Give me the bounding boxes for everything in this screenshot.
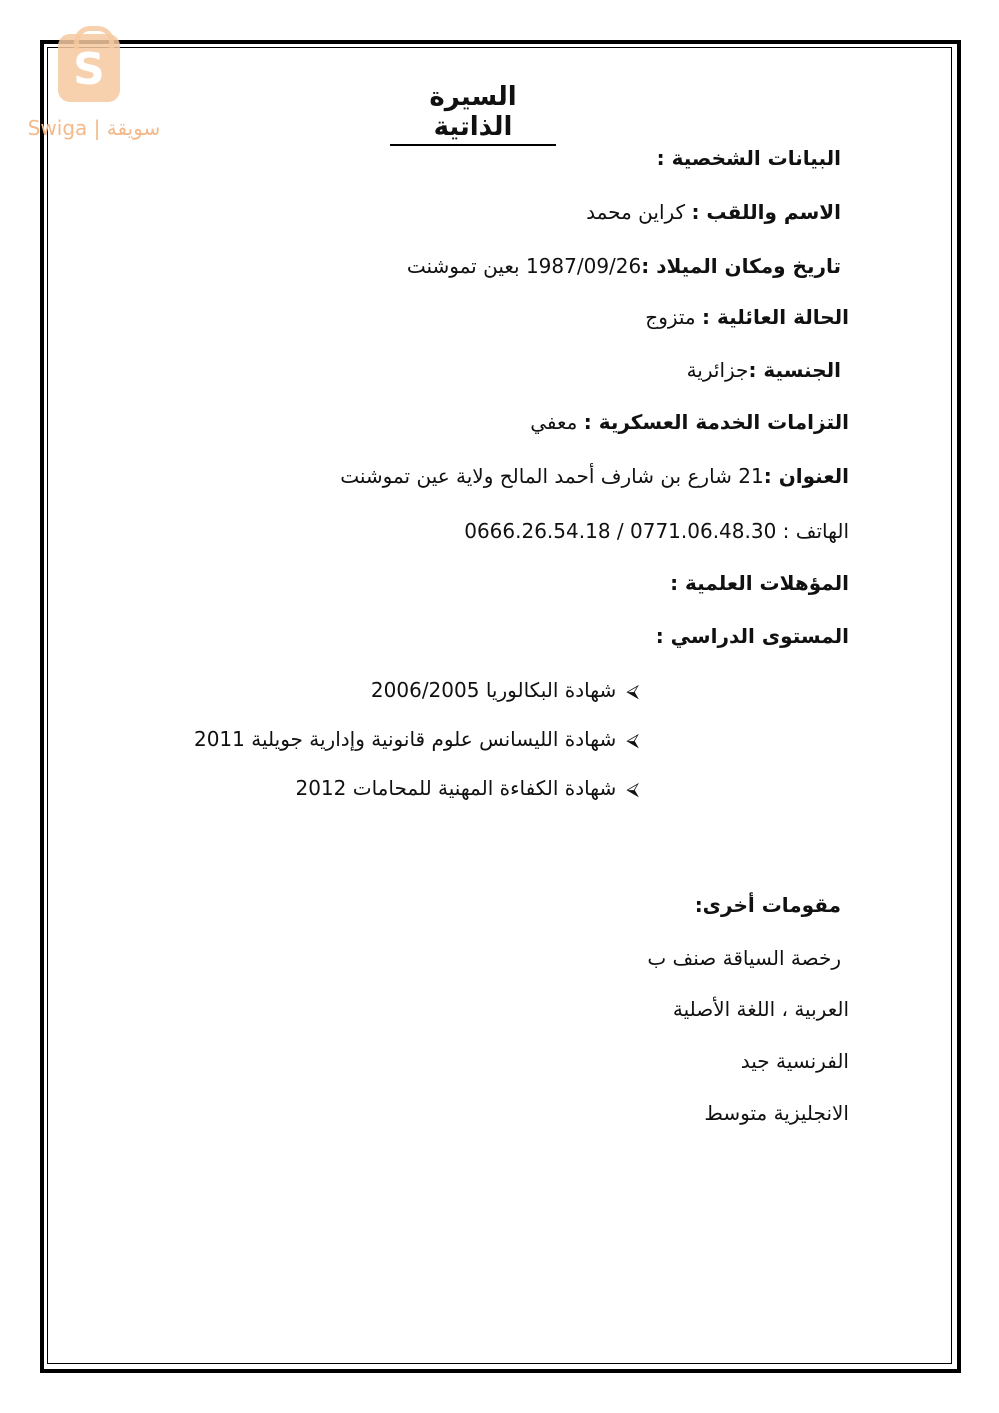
address-label: العنوان :	[763, 464, 849, 488]
other-heading: مقومات أخرى:	[694, 893, 841, 917]
name-value: كراين محمد	[586, 200, 692, 224]
phone-value: 0666.26.54.18 / 0771.06.48.30	[464, 519, 777, 543]
marital-value: متزوج	[645, 305, 703, 329]
nationality-label: الجنسية :	[748, 358, 841, 382]
birth-label: تاريخ ومكان الميلاد :	[641, 254, 841, 278]
military-label: التزامات الخدمة العسكرية :	[583, 410, 849, 434]
check-arrow-icon: ⮘	[626, 730, 639, 751]
nationality-value: جزائرية	[686, 358, 749, 382]
birth-value: 1987/09/26 بعين تموشنت	[406, 254, 642, 278]
name-label: الاسم واللقب :	[691, 200, 841, 224]
phone-label: الهاتف :	[782, 519, 849, 543]
qualifications-heading: المؤهلات العلمية :	[670, 571, 849, 595]
check-arrow-icon: ⮘	[626, 681, 639, 702]
marital-label: الحالة العائلية :	[702, 305, 849, 329]
personal-heading: البيانات الشخصية :	[656, 146, 841, 170]
address-value: 21 شارع بن شارف أحمد المالح ولاية عين تموشنت	[340, 464, 764, 488]
other-item: الانجليزية متوسط	[704, 1101, 849, 1125]
other-item: رخصة السياقة صنف ب	[647, 946, 841, 970]
list-item: ⮘شهادة البكالوريا 2006/2005	[371, 675, 639, 707]
birth-row	[407, 251, 841, 281]
logo-s-glyph: S	[73, 44, 105, 95]
page-title: السيرة الذاتية	[390, 82, 556, 146]
phone-row	[464, 516, 849, 546]
military-value: معفي	[530, 410, 584, 434]
marital-row	[645, 302, 849, 332]
name-row	[586, 197, 841, 227]
swiga-logo	[14, 26, 174, 146]
logo-text: Swiga | سويقة	[27, 116, 161, 140]
level-heading: المستوى الدراسي :	[655, 624, 849, 648]
other-item: العربية ، اللغة الأصلية	[672, 997, 849, 1021]
check-arrow-icon: ⮘	[626, 779, 639, 800]
list-item: ⮘شهادة الكفاءة المهنية للمحامات 2012	[295, 773, 639, 805]
address-row	[340, 461, 849, 491]
military-row	[530, 407, 849, 437]
list-item: ⮘شهادة الليسانس علوم قانونية وإدارية جويلية 2011	[194, 724, 639, 756]
other-item: الفرنسية جيد	[740, 1049, 849, 1073]
nationality-row	[687, 355, 841, 385]
